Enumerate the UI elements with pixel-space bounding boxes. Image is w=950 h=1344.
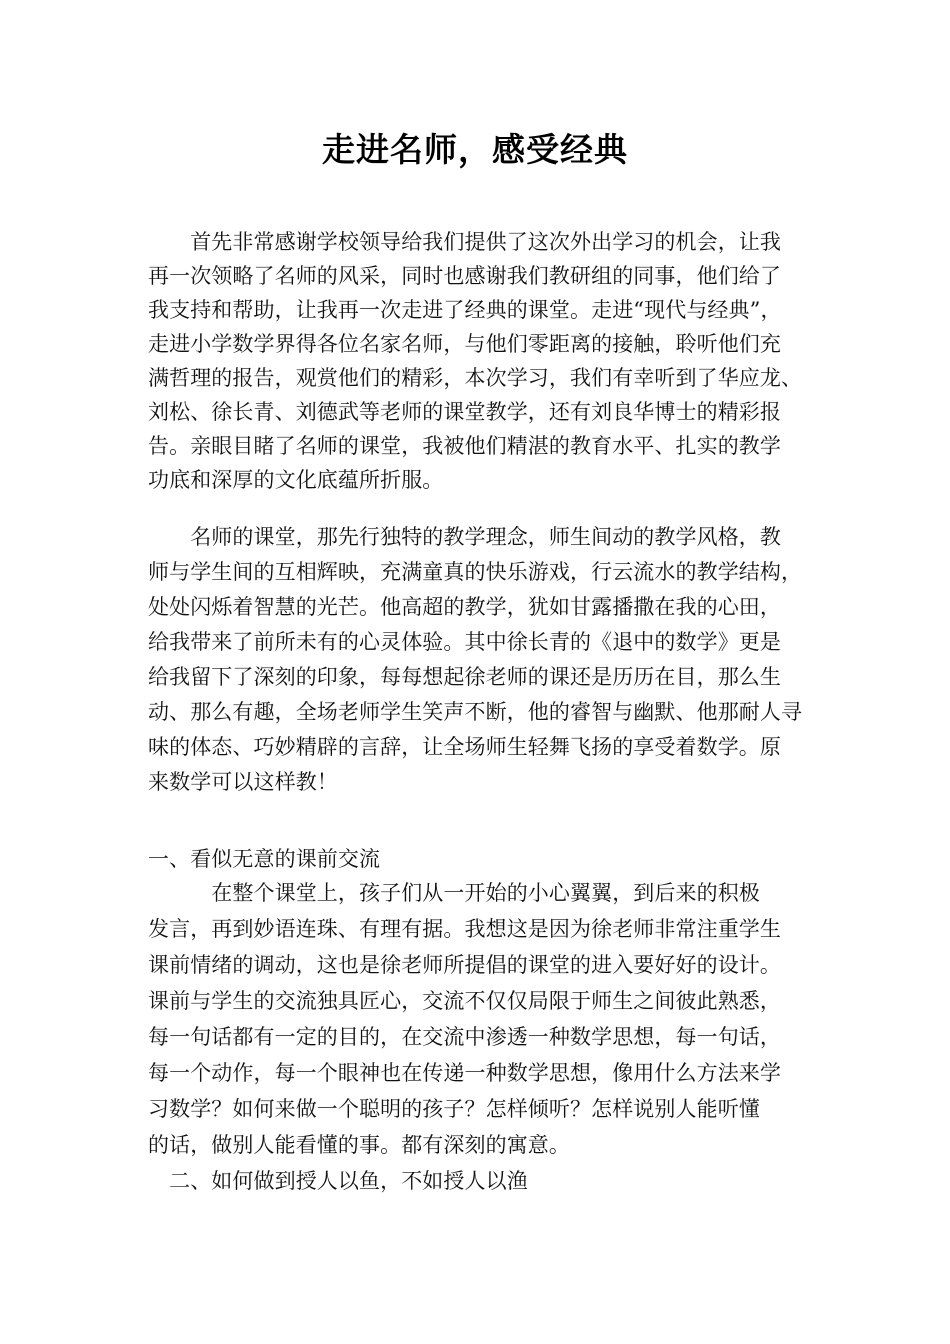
paragraph-line: 刘松、徐长青、刘德武等老师的课堂教学，还有刘良华博士的精彩报 — [148, 400, 781, 424]
paragraph-line: 走进小学数学界得各位名家名师，与他们零距离的接触，聆听他们充 — [148, 332, 781, 356]
paragraph-line: 在整个课堂上，孩子们从一开始的小心翼翼，到后来的积极 — [148, 881, 760, 905]
paragraph-line: 来数学可以这样教！ — [148, 770, 338, 794]
paragraph-line: 课前与学生的交流独具匠心，交流不仅仅局限于师生之间彼此熟悉， — [148, 989, 781, 1013]
paragraph-line: 首先非常感谢学校领导给我们提供了这次外出学习的机会，让我 — [148, 230, 781, 254]
paragraph-line: 处处闪烁着智慧的光芒。他高超的教学，犹如甘露播撒在我的心田， — [148, 595, 781, 619]
paragraph-line: 告。亲眼目睹了名师的课堂，我被他们精湛的教育水平、扎实的教学 — [148, 434, 781, 458]
document-title: 走进名师，感受经典 — [322, 130, 628, 169]
paragraph-line: 给我留下了深刻的印象，每每想起徐老师的课还是历历在目，那么生 — [148, 665, 781, 689]
paragraph-line: 习数学？如何来做一个聪明的孩子？怎样倾听？怎样说别人能听懂 — [148, 1097, 760, 1121]
paragraph-line: 味的体态、巧妙精辟的言辞，让全场师生轻舞飞扬的享受着数学。原 — [148, 735, 781, 759]
paragraph-line: 给我带来了前所未有的心灵体验。其中徐长青的《退中的数学》更是 — [148, 630, 781, 654]
section-heading: 二、如何做到授人以鱼，不如授人以渔 — [148, 1169, 528, 1193]
paragraph-line: 我支持和帮助，让我再一次走进了经典的课堂。走进“现代与经典”， — [148, 298, 782, 322]
paragraph-line: 功底和深厚的文化底蕴所折服。 — [148, 468, 444, 492]
paragraph-line: 课前情绪的调动，这也是徐老师所提倡的课堂的进入要好好的设计。 — [148, 953, 781, 977]
paragraph-line: 再一次领略了名师的风采，同时也感谢我们教研组的同事，他们给了 — [148, 264, 781, 288]
paragraph-line: 动、那么有趣，全场老师学生笑声不断，他的睿智与幽默、他那耐人寻 — [148, 700, 803, 724]
paragraph-line: 满哲理的报告，观赏他们的精彩，本次学习，我们有幸听到了华应龙、 — [148, 366, 803, 390]
paragraph-line: 的话，做别人能看懂的事。都有深刻的寓意。 — [148, 1133, 570, 1157]
paragraph-line: 每一句话都有一定的目的，在交流中渗透一种数学思想，每一句话， — [148, 1025, 781, 1049]
paragraph-line: 每一个动作，每一个眼神也在传递一种数学思想，像用什么方法来学 — [148, 1061, 781, 1085]
paragraph-line: 名师的课堂，那先行独特的教学理念，师生间动的教学风格，教 — [148, 525, 781, 549]
section-heading: 一、看似无意的课前交流 — [148, 847, 381, 871]
paragraph-line: 师与学生间的互相辉映，充满童真的快乐游戏，行云流水的教学结构， — [148, 560, 803, 584]
paragraph-line: 发言，再到妙语连珠、有理有据。我想这是因为徐老师非常注重学生 — [148, 917, 781, 941]
